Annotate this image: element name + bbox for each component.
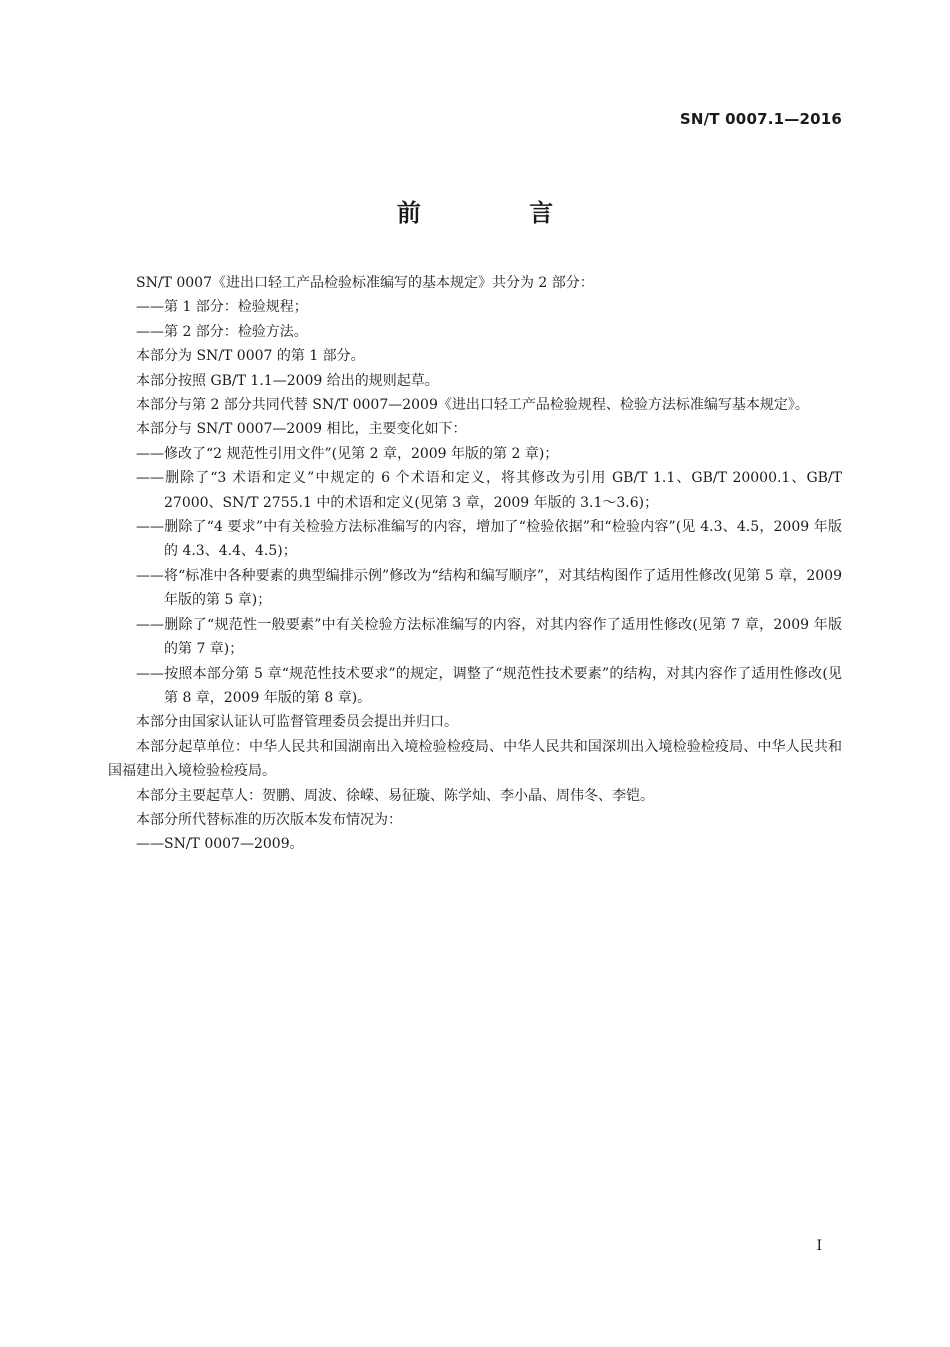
list-item: ——SN/T 0007—2009。 (136, 836, 304, 853)
page-number: I (816, 1238, 822, 1254)
list-item: ——删除了“3 术语和定义”中规定的 6 个术语和定义，将其修改为引用 GB/T 1.1、GB/T 20000.1、GB/T 27000、SN/T 2755.1 中的术语和定义(见第 3 章，2009 年版的 3.1～3.6)； (136, 470, 842, 511)
paragraph: 本部分为 SN/T 0007 的第 1 部分。 (136, 348, 365, 365)
list-item: ——第 1 部分：检验规程； (136, 299, 308, 316)
paragraph: 本部分主要起草人：贺鹏、周波、徐嵘、易征璇、陈学灿、李小晶、周伟冬、李铠。 (136, 787, 654, 804)
list-item: ——删除了“4 要求”中有关检验方法标准编写的内容，增加了“检验依据”和“检验内容”(见 4.3、4.5，2009 年版的 4.3、4.4、4.5)； (136, 519, 842, 560)
paragraph: 本部分与 SN/T 0007—2009 相比，主要变化如下： (136, 421, 467, 438)
list-item: ——按照本部分第 5 章“规范性技术要求”的规定，调整了“规范性技术要素”的结构，对其内容作了适用性修改(见第 8 章，2009 年版的第 8 章)。 (136, 665, 842, 706)
list-item: ——第 2 部分：检验方法。 (136, 323, 308, 340)
preface-body (108, 271, 842, 857)
paragraph: 本部分起草单位：中华人民共和国湖南出入境检验检疫局、中华人民共和国深圳出入境检验检疫局、中华人民共和国福建出入境检验检疫局。 (108, 738, 842, 780)
paragraph: 本部分所代替标准的历次版本发布情况为： (136, 811, 402, 828)
paragraph: 本部分按照 GB/T 1.1—2009 给出的规则起草。 (136, 372, 439, 389)
list-item: ——将“标准中各种要素的典型编排示例”修改为“结构和编写顺序”，对其结构图作了适用性修改(见第 5 章，2009 年版的第 5 章)； (136, 567, 842, 609)
standard-code: SN/T 0007.1—2016 (679, 110, 842, 128)
list-item: ——修改了“2 规范性引用文件”(见第 2 章，2009 年版的第 2 章)； (136, 445, 559, 462)
paragraph: 本部分由国家认证认可监督管理委员会提出并归口。 (136, 714, 458, 731)
page-title: 前 言 (396, 199, 604, 227)
paragraph: 本部分与第 2 部分共同代替 SN/T 0007—2009《进出口轻工产品检验规程、检验方法标准编写基本规定》。 (136, 397, 809, 414)
list-item: ——删除了“规范性一般要素”中有关检验方法标准编写的内容，对其内容作了适用性修改(见第 7 章，2009 年版的第 7 章)； (136, 616, 842, 658)
paragraph: SN/T 0007《进出口轻工产品检验标准编写的基本规定》共分为 2 部分： (136, 275, 594, 291)
